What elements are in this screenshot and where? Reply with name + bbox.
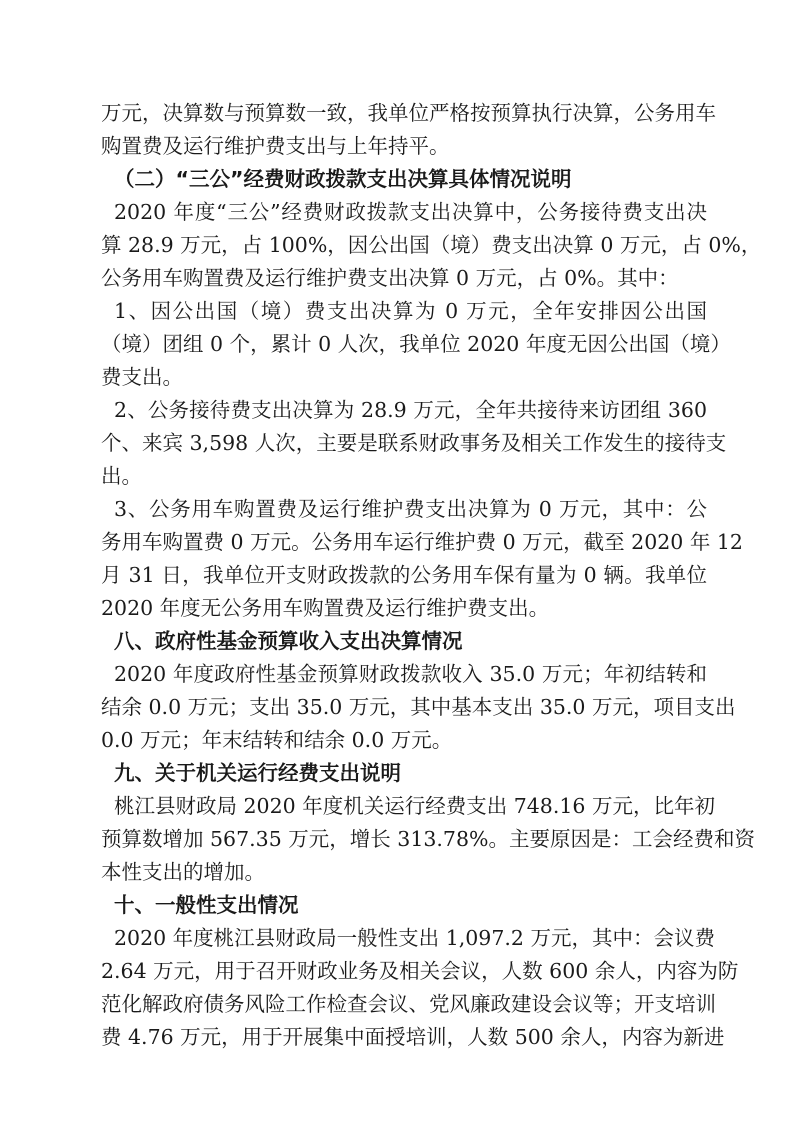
text-line: 务用车购置费 0 万元。公务用车运行维护费 0 万元，截至 2020 年 12 xyxy=(101,530,743,554)
text-line: 2、公务接待费支出决算为 28.9 万元，全年共接待来访团组 360 xyxy=(114,398,707,422)
text-line: 2020 年度“三公”经费财政拨款支出决算中，公务接待费支出决 xyxy=(114,200,707,224)
text-line: 3、公务用车购置费及运行维护费支出决算为 0 万元，其中：公 xyxy=(114,497,707,521)
text-line: 九、关于机关运行经费支出说明 xyxy=(114,761,401,785)
text-line: 购置费及运行维护费支出与上年持平。 xyxy=(101,134,450,158)
section-heading xyxy=(101,163,707,196)
paragraph xyxy=(101,97,716,163)
paragraph xyxy=(101,658,736,757)
text-line: 范化解政府债务风险工作检查会议、党风廉政建设会议等；开支培训 xyxy=(101,992,716,1016)
text-line: 月 31 日，我单位开支财政拨款的公务用车保有量为 0 辆。我单位 xyxy=(101,563,707,587)
text-line: 2020 年度无公务用车购置费及运行维护费支出。 xyxy=(101,596,550,620)
text-line: 2020 年度政府性基金预算财政拨款收入 35.0 万元；年初结转和 xyxy=(114,662,707,686)
text-line: 2020 年度桃江县财政局一般性支出 1,097.2 万元，其中：会议费 xyxy=(114,926,715,950)
text-line: 桃江县财政局 2020 年度机关运行经费支出 748.16 万元，比年初 xyxy=(114,794,715,818)
paragraph xyxy=(101,295,731,394)
text-line: 费 4.76 万元，用于开展集中面授培训，人数 500 余人，内容为新进 xyxy=(101,1025,725,1049)
text-line: 1、因公出国（境）费支出决算为 0 万元，全年安排因公出国 xyxy=(114,299,707,323)
paragraph xyxy=(101,394,727,493)
paragraph xyxy=(101,196,762,295)
text-line: 预算数增加 567.35 万元，增长 313.78%。主要原因是：工会经费和资 xyxy=(101,827,755,851)
text-line: 十、一般性支出情况 xyxy=(114,893,299,917)
text-line: 费支出。 xyxy=(101,365,183,389)
paragraph xyxy=(101,922,739,1054)
document-body xyxy=(101,97,762,1054)
section-heading xyxy=(101,625,707,658)
text-line: 公务用车购置费及运行维护费支出决算 0 万元，占 0%。其中： xyxy=(101,266,679,290)
paragraph xyxy=(101,790,755,889)
section-heading xyxy=(101,889,707,922)
text-line: 本性支出的增加。 xyxy=(101,860,265,884)
text-line: 2.64 万元，用于召开财政业务及相关会议，人数 600 余人，内容为防 xyxy=(101,959,739,983)
text-line: 算 28.9 万元，占 100%，因公出国（境）费支出决算 0 万元，占 0%， xyxy=(101,233,762,257)
text-line: （境）团组 0 个，累计 0 人次，我单位 2020 年度无因公出国（境） xyxy=(101,332,731,356)
text-line: （二）“三公”经费财政拨款支出决算具体情况说明 xyxy=(114,167,572,191)
text-line: 八、政府性基金预算收入支出决算情况 xyxy=(114,629,463,653)
text-line: 万元，决算数与预算数一致，我单位严格按预算执行决算，公务用车 xyxy=(101,101,716,125)
text-line: 0.0 万元；年末结转和结余 0.0 万元。 xyxy=(101,728,453,752)
paragraph xyxy=(101,493,743,625)
text-line: 结余 0.0 万元；支出 35.0 万元，其中基本支出 35.0 万元，项目支出 xyxy=(101,695,736,719)
section-heading xyxy=(101,757,707,790)
text-line: 出。 xyxy=(101,464,142,488)
text-line: 个、来宾 3,598 人次，主要是联系财政事务及相关工作发生的接待支 xyxy=(101,431,727,455)
